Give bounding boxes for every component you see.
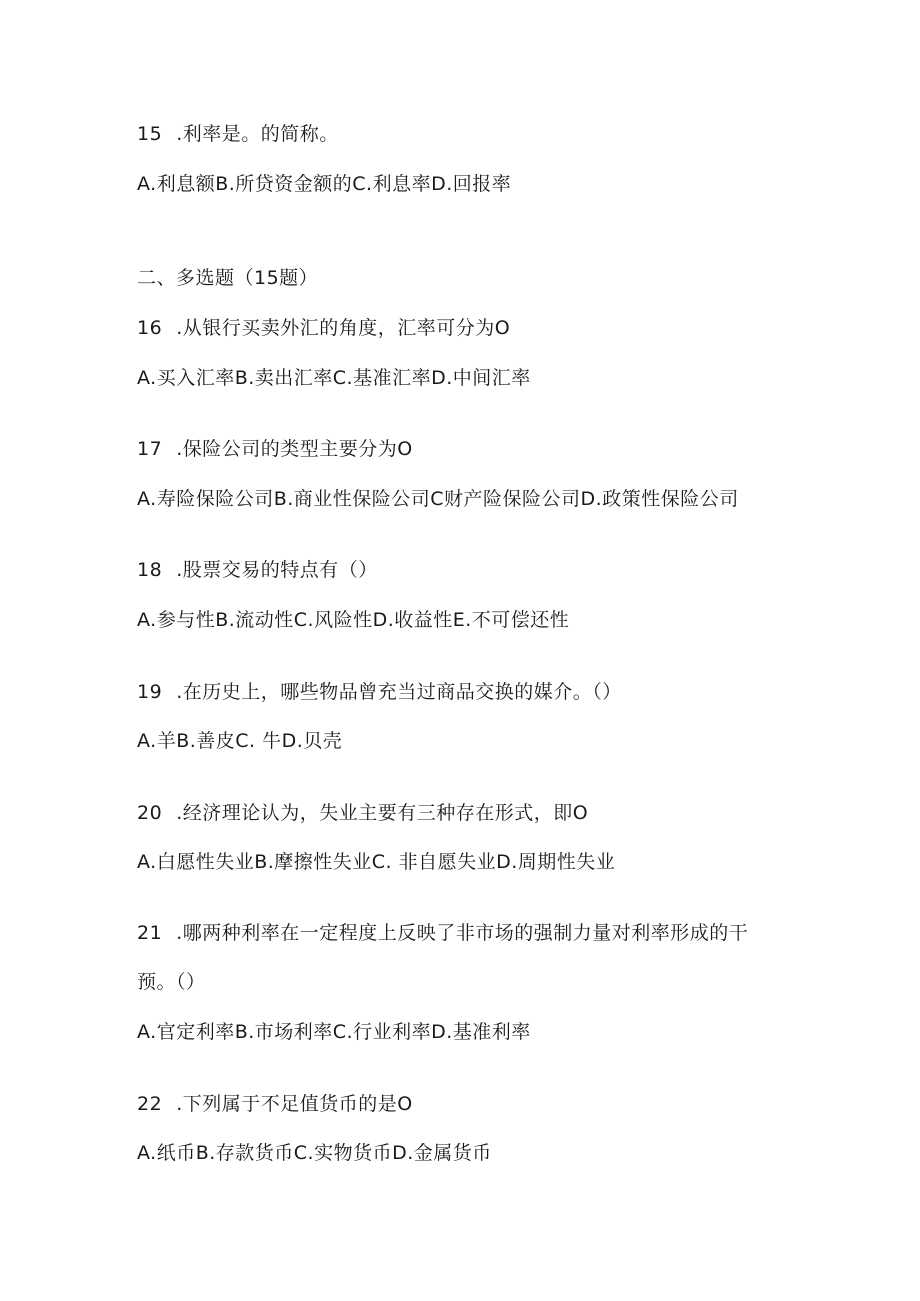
question-number: 17 xyxy=(137,438,163,460)
question-22-options: A.纸币B.存款货币C.实物货币D.金属货币 xyxy=(137,1142,492,1164)
question-16 xyxy=(137,316,510,340)
question-16-options: A.买入汇率B.卖出汇率C.基准汇率D.中间汇率 xyxy=(137,367,531,389)
question-text: .哪两种利率在一定程度上反映了非市场的强制力量对利率形成的干 xyxy=(176,922,749,944)
question-text: .在历史上，哪些物品曾充当过商品交换的媒介。（） xyxy=(176,681,622,703)
question-15 xyxy=(137,122,339,146)
question-text: .从银行买卖外汇的角度，汇率可分为O xyxy=(176,317,511,339)
question-18-options: A.参与性B.流动性C.风险性D.收益性E.不可偿还性 xyxy=(137,609,570,631)
question-21-continuation: 预。（） xyxy=(137,971,206,993)
question-text: .经济理论认为，失业主要有三种存在形式，即O xyxy=(176,802,589,824)
question-number: 20 xyxy=(137,802,163,824)
question-21 xyxy=(137,921,748,945)
question-number: 22 xyxy=(137,1093,163,1115)
question-text: .利率是。的简称。 xyxy=(176,123,339,145)
question-19 xyxy=(137,680,622,704)
question-number: 19 xyxy=(137,681,163,703)
question-text: .下列属于不足值货币的是O xyxy=(176,1093,413,1115)
question-19-options: A.羊B.善皮C. 牛D.贝壳 xyxy=(137,730,343,752)
question-number: 18 xyxy=(137,559,163,581)
question-number: 16 xyxy=(137,317,163,339)
question-15-options: A.利息额B.所贷资金额的C.利息率D.回报率 xyxy=(137,173,512,195)
question-20 xyxy=(137,801,588,825)
question-18 xyxy=(137,558,378,582)
question-17 xyxy=(137,437,413,461)
question-text: .股票交易的特点有（） xyxy=(176,559,378,581)
question-22 xyxy=(137,1092,413,1116)
question-17-options: A.寿险保险公司B.商业性保险公司C财产险保险公司D.政策性保险公司 xyxy=(137,488,739,510)
question-number: 15 xyxy=(137,123,163,145)
question-20-options: A.白愿性失业B.摩擦性失业C. 非自愿失业D.周期性失业 xyxy=(137,851,616,873)
question-text: .保险公司的类型主要分为O xyxy=(176,438,413,460)
question-21-options: A.官定利率B.市场利率C.行业利率D.基准利率 xyxy=(137,1021,531,1043)
question-number: 21 xyxy=(137,922,163,944)
section-heading: 二、多选题（15题） xyxy=(137,267,319,289)
